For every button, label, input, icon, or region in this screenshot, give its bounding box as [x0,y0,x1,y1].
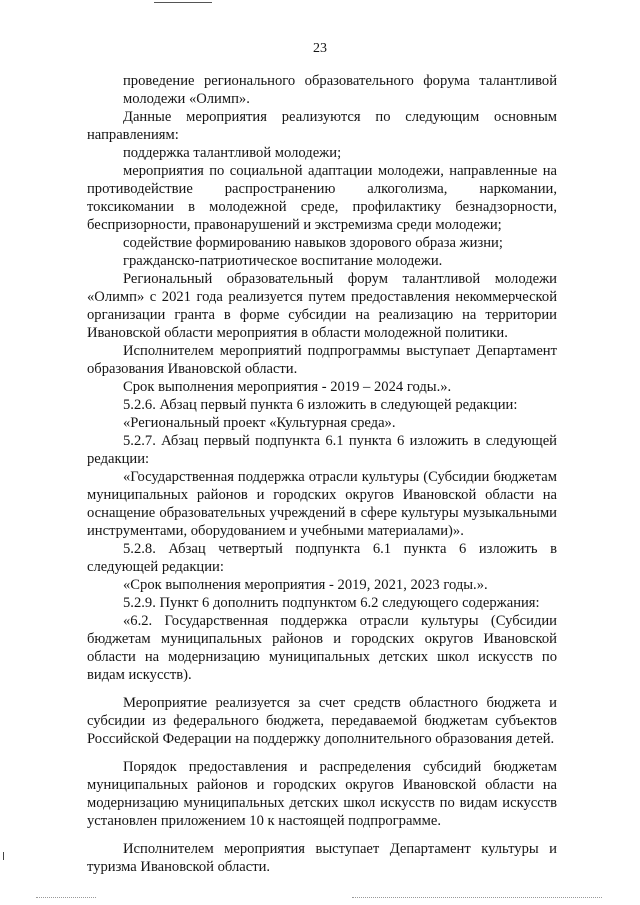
paragraph: Мероприятие реализуется за счет средств областного бюджета и субсидии из федерального бюджета, передаваемой бюджетам субъектов Российской Федерации на поддержку дополнительного образования детей. [87,695,557,747]
paragraph: Исполнителем мероприятия выступает Департамент культуры и туризма Ивановской области. [87,841,557,875]
paragraph: 5.2.8. Абзац четвертый подпункта 6.1 пункта 6 изложить в следующей редакции: [87,541,557,575]
document-body [87,72,557,876]
paragraph: «6.2. Государственная поддержка отрасли культуры (Субсидии бюджетам муниципальных районов и городских округов Ивановской области на модернизацию муниципальных детских школ искусств по видам искусств). [87,613,557,683]
scan-artifact [352,897,602,898]
paragraph: Данные мероприятия реализуются по следующим основным направлениям: [87,109,557,143]
paragraph: гражданско-патриотическое воспитание молодежи. [123,253,443,269]
paragraph: Исполнителем мероприятий подпрограммы выступает Департамент образования Ивановской области. [87,343,557,377]
paragraph: Срок выполнения мероприятия - 2019 – 2024 годы.». [123,379,452,395]
paragraph: Порядок предоставления и распределения субсидий бюджетам муниципальных районов и городских округов Ивановской области на модернизацию муниципальных детских школ искусств по видам искусств установлен приложением 10 к настоящей подпрограмме. [87,759,557,829]
paragraph: 5.2.7. Абзац первый подпункта 6.1 пункта 6 изложить в следующей редакции: [87,433,557,467]
paragraph: «Государственная поддержка отрасли культуры (Субсидии бюджетам муниципальных районов и городских округов Ивановской области на оснащение образовательных учреждений в сфере культуры музыкальными инструментами, оборудованием и учебными материалами)». [87,469,557,539]
paragraph: Региональный образовательный форум талантливой молодежи «Олимп» с 2021 года реализуется путем предоставления некоммерческой организации гранта в форме субсидии на реализацию на территории Ивановской области мероприятия в области молодежной политики. [87,271,557,341]
top-rule [154,2,212,3]
paragraph: «Срок выполнения мероприятия - 2019, 2021, 2023 годы.». [123,577,488,593]
paragraph: поддержка талантливой молодежи; [123,145,342,161]
paragraph: проведение регионального образовательного форума талантливой молодежи «Олимп». [123,73,557,107]
paragraph: «Региональный проект «Культурная среда». [123,415,396,431]
paragraph: содействие формированию навыков здорового образа жизни; [123,235,503,251]
page-number: 23 [313,41,327,56]
paragraph: 5.2.9. Пункт 6 дополнить подпунктом 6.2 следующего содержания: [123,595,540,611]
paragraph: мероприятия по социальной адаптации молодежи, направленные на противодействие распространению алкоголизма, наркомании, токсикомании в молодежной среде, профилактику безнадзорности, беспризорности, правонарушений и экстремизма среди молодежи; [87,163,557,233]
scan-edge-mark [3,852,4,860]
scan-artifact [36,897,96,898]
paragraph: 5.2.6. Абзац первый пункта 6 изложить в следующей редакции: [123,397,518,413]
